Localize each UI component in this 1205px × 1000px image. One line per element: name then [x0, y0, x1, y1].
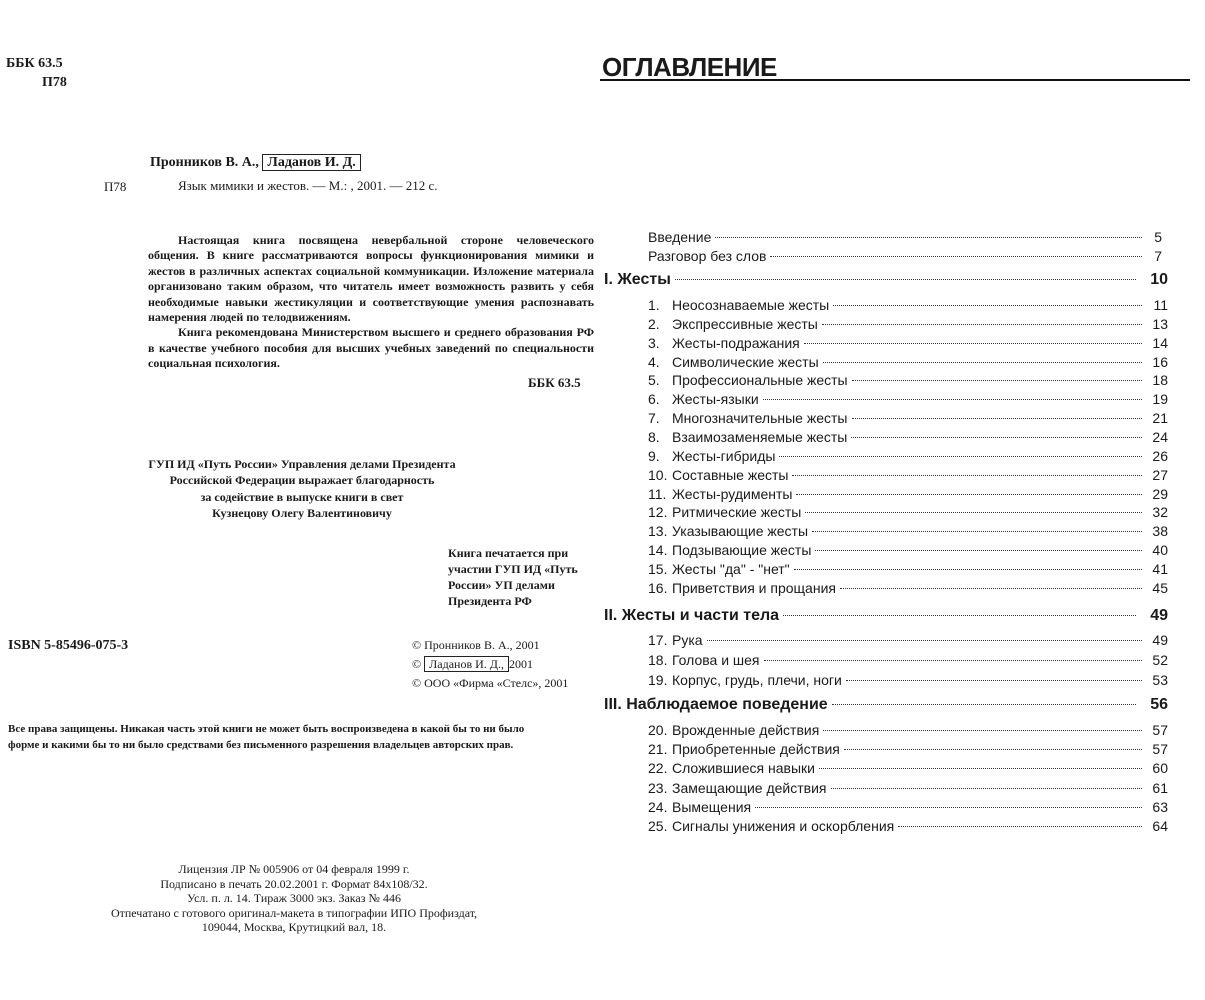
copyright-holder: ООО «Фирма «Стелс», 2001 [424, 676, 569, 690]
toc-entry-label: Корпус, грудь, плечи, ноги [672, 672, 842, 688]
printed-with-note [448, 545, 578, 609]
toc-entry-number: 7. [648, 410, 660, 426]
toc-leader-dots [833, 305, 1142, 306]
toc-chapter-entry[interactable] [648, 780, 1168, 799]
toc-entry-number: 10. [648, 467, 668, 483]
toc-chapter-entry[interactable] [648, 580, 1168, 599]
toc-entry-label: III. Наблюдаемое поведение [604, 696, 828, 713]
toc-entry-page: 13 [1152, 316, 1168, 332]
toc-entry-number: 13. [648, 523, 668, 539]
toc-leader-dots [852, 380, 1142, 381]
title-divider [600, 79, 1190, 81]
copyright-symbol: © [412, 657, 422, 671]
acknowledgement [120, 456, 484, 521]
toc-chapter-entry[interactable] [648, 652, 1168, 671]
copyright-line [412, 674, 568, 693]
authors-line [150, 155, 361, 171]
toc-section-heading[interactable] [604, 271, 1168, 293]
toc-leader-dots [675, 279, 1136, 280]
toc-entry-number: 11. [648, 486, 667, 502]
toc-leader-dots [764, 660, 1143, 661]
toc-intro-entry[interactable] [648, 248, 1162, 267]
author-1: Пронников В. А., [150, 155, 259, 170]
toc-entry-page: 26 [1152, 448, 1168, 464]
toc-chapter-entry[interactable] [648, 760, 1168, 779]
toc-chapter-entry[interactable] [648, 410, 1168, 429]
toc-entry-number: 6. [648, 391, 660, 407]
toc-entry-page: 14 [1152, 335, 1168, 351]
toc-entry-label: Врожденные действия [672, 722, 820, 738]
toc-entry-number: 9. [648, 448, 660, 464]
toc-leader-dots [844, 749, 1142, 750]
toc-intro-entry[interactable] [648, 229, 1162, 248]
toc-entry-number: 5. [648, 372, 660, 388]
toc-entry-page: 7 [1154, 248, 1162, 264]
toc-entry-label: Символические жесты [672, 354, 819, 370]
license-line: 109044, Москва, Крутицкий вал, 18. [201, 920, 387, 934]
toc-leader-dots [707, 640, 1142, 641]
rights-notice [8, 721, 593, 753]
toc-entry-page: 64 [1152, 818, 1168, 834]
toc-entry-label: Жесты-рудименты [672, 486, 793, 502]
toc-leader-dots [840, 588, 1142, 589]
copyright-line [412, 636, 568, 655]
bbk-code: ББК 63.5 [6, 56, 63, 71]
toc-entry-page: 40 [1152, 542, 1168, 558]
toc-leader-dots [815, 550, 1142, 551]
author-mark: П78 [42, 75, 67, 90]
toc-entry-number: 15. [648, 561, 668, 577]
toc-entry-page: 29 [1152, 486, 1168, 502]
toc-entry-number: 3. [648, 335, 660, 351]
toc-leader-dots [823, 730, 1142, 731]
toc-chapter-entry[interactable] [648, 297, 1168, 316]
bbk-header [6, 54, 67, 92]
toc-entry-page: 52 [1152, 652, 1168, 668]
toc-leader-dots [898, 826, 1142, 827]
toc-entry-page: 57 [1152, 722, 1168, 738]
license-line: Усл. п. л. 14. Тираж 3000 экз. Заказ № 446 [187, 891, 401, 905]
annotation-paragraph: Настоящая книга посвящена невербальной стороне человеческого общения. В книге рассматриваются вопросы функционирования мимики и жестов в различных аспектах социальной коммуникации. Изложение материала организовано таким образом, что читатель имеет возможность развить у себя необходимые навыки жестикуляции и соответствующие умения распознавать намерения людей по телодвижениям. [148, 233, 594, 325]
toc-entry-page: 10 [1150, 271, 1168, 288]
copyright-line [412, 655, 568, 674]
toc-chapter-entry[interactable] [648, 335, 1168, 354]
toc-entry-label: Рука [672, 632, 703, 648]
annotation-paragraph: Книга рекомендована Министерством высшего и среднего образования РФ в качестве учебного пособия для высших учебных заведений по специальности социальная психология. [148, 325, 594, 371]
toc-entry-number: 18. [648, 652, 668, 668]
printed-line: России» УП делами [448, 578, 555, 592]
printed-line: Книга печатается при [448, 546, 569, 560]
copyright-symbol: © [412, 676, 422, 690]
isbn: ISBN 5-85496-075-3 [8, 638, 129, 653]
toc-entry-label: Ритмические жесты [672, 504, 802, 520]
toc-entry-label: Приветствия и прощания [672, 580, 836, 596]
toc-entry-label: Приобретенные действия [672, 741, 840, 757]
acknowledgement-line: за содействие в выпуске книги в свет [200, 489, 404, 504]
toc-entry-page: 45 [1152, 580, 1168, 596]
toc-leader-dots [796, 494, 1142, 495]
copyright-holder: Пронников В. А., [424, 638, 513, 652]
book-title: Язык мимики и жестов. — М.: , 2001. — 212 с. [178, 178, 438, 193]
toc-entry-label: Многозначительные жесты [672, 410, 848, 426]
printed-line: участии ГУП ИД «Путь [448, 562, 578, 576]
toc-entry-page: 60 [1152, 760, 1168, 776]
toc-entry-number: 1. [648, 297, 660, 313]
toc-entry-label: Разговор без слов [648, 248, 767, 264]
toc-entry-number: 4. [648, 354, 660, 370]
toc-entry-page: 49 [1152, 632, 1168, 648]
toc-entry-label: Сигналы унижения и оскорбления [672, 818, 895, 834]
side-author-mark: П78 [104, 179, 127, 194]
toc-entry-label: Замещающие действия [672, 780, 827, 796]
acknowledgement-line: Российской Федерации выражает благодарность [169, 473, 435, 488]
toc-leader-dots [823, 362, 1142, 363]
toc-entry-page: 19 [1152, 391, 1168, 407]
toc-entry-page: 56 [1150, 696, 1168, 713]
toc-chapter-entry[interactable] [648, 316, 1168, 335]
toc-leader-dots [852, 418, 1143, 419]
toc-entry-label: II. Жесты и части тела [604, 607, 780, 624]
author-2: Ладанов И. Д. [262, 154, 360, 171]
toc-entry-number: 8. [648, 429, 660, 445]
toc-leader-dots [770, 256, 1142, 257]
toc-entry-page: 21 [1152, 410, 1168, 426]
toc-chapter-entry[interactable] [648, 722, 1168, 741]
toc-leader-dots [822, 324, 1142, 325]
toc-leader-dots [819, 768, 1142, 769]
toc-entry-number: 21. [648, 741, 668, 757]
toc-entry-number: 12. [648, 504, 668, 520]
license-block [84, 862, 504, 935]
toc-leader-dots [846, 680, 1142, 681]
toc-leader-dots [779, 456, 1142, 457]
toc-section-heading[interactable] [604, 607, 1168, 629]
toc-chapter-entry[interactable] [648, 672, 1168, 691]
toc-leader-dots [755, 807, 1142, 808]
license-line: Лицензия ЛР № 005906 от 04 февраля 1999 г. [178, 862, 410, 876]
toc-chapter-entry[interactable] [648, 741, 1168, 760]
toc-entry-number: 19. [648, 672, 668, 688]
toc-leader-dots [804, 343, 1142, 344]
annotation [148, 233, 594, 372]
toc-entry-number: 17. [648, 632, 668, 648]
toc-entry-number: 24. [648, 799, 668, 815]
toc-entry-label: Взаимозаменяемые жесты [672, 429, 848, 445]
toc-entry-page: 38 [1152, 523, 1168, 539]
toc-entry-label: Подзывающие жесты [672, 542, 812, 558]
toc-entry-label: Неосознаваемые жесты [672, 297, 830, 313]
toc-entry-label: Голова и шея [672, 652, 760, 668]
toc-entry-page: 61 [1152, 780, 1168, 796]
toc-chapter-entry[interactable] [648, 504, 1168, 523]
toc-chapter-entry[interactable] [648, 523, 1168, 542]
toc-leader-dots [832, 704, 1136, 705]
toc-title: ОГЛАВЛЕНИЕ [602, 52, 777, 82]
toc-entry-page: 18 [1152, 372, 1168, 388]
copyright-holder: Ладанов И. Д., [424, 656, 509, 672]
toc-entry-label: I. Жесты [604, 271, 671, 288]
toc-entry-label: Вымещения [672, 799, 752, 815]
toc-entry-label: Введение [648, 229, 712, 245]
toc-entry-page: 53 [1152, 672, 1168, 688]
copyright-symbol: © [412, 638, 422, 652]
toc-entry-number: 25. [648, 818, 668, 834]
toc-chapter-entry[interactable] [648, 632, 1168, 651]
toc-leader-dots [851, 437, 1142, 438]
toc-entry-page: 27 [1152, 467, 1168, 483]
printed-line: Президента РФ [448, 594, 532, 608]
toc-leader-dots [812, 531, 1142, 532]
toc-chapter-entry[interactable] [648, 561, 1168, 580]
toc-entry-number: 16. [648, 580, 668, 596]
toc-leader-dots [763, 399, 1142, 400]
license-line: Отпечатано с готового оригинал-макета в типографии ИПО Профиздат, [110, 905, 478, 920]
toc-leader-dots [805, 512, 1142, 513]
toc-entry-page: 57 [1152, 741, 1168, 757]
toc-entry-page: 41 [1152, 561, 1168, 577]
toc-entry-number: 22. [648, 760, 668, 776]
toc-entry-page: 16 [1152, 354, 1168, 370]
toc-entry-label: Составные жесты [672, 467, 789, 483]
toc-entry-number: 14. [648, 542, 668, 558]
toc-entry-label: Сложившиеся навыки [672, 760, 815, 776]
toc-chapter-entry[interactable] [648, 467, 1168, 486]
toc-entry-page: 49 [1150, 607, 1168, 624]
toc-entry-label: Профессиональные жесты [672, 372, 848, 388]
rights-line: форме и какими бы то ни было средствами без письменного разрешения владельцев авторских прав. [8, 739, 514, 751]
acknowledgement-line: ГУП ИД «Путь России» Управления делами Президента [148, 457, 456, 471]
toc-entry-number: 20. [648, 722, 668, 738]
copyright-year: 2001 [508, 657, 533, 671]
toc-leader-dots [792, 475, 1142, 476]
toc-entry-number: 23. [648, 780, 668, 796]
toc-chapter-entry[interactable] [648, 372, 1168, 391]
toc-chapter-entry[interactable] [648, 429, 1168, 448]
copyrights [412, 636, 568, 693]
acknowledgement-line: Кузнецову Олегу Валентиновичу [212, 505, 392, 520]
toc-entry-label: Жесты-языки [672, 391, 759, 407]
toc-chapter-entry[interactable] [648, 799, 1168, 818]
toc-entry-page: 24 [1152, 429, 1168, 445]
toc-entry-page: 32 [1152, 504, 1168, 520]
license-line: Подписано в печать 20.02.2001 г. Формат 84x108/32. [160, 876, 428, 891]
toc-entry-label: Указывающие жесты [672, 523, 809, 539]
toc-chapter-entry[interactable] [648, 818, 1168, 837]
toc-entry-number: 2. [648, 316, 660, 332]
toc-leader-dots [783, 615, 1136, 616]
toc-leader-dots [715, 237, 1142, 238]
bbk-code-right: ББК 63.5 [528, 375, 581, 390]
toc-entry-label: Жесты-подражания [672, 335, 800, 351]
toc-entry-label: Экспрессивные жесты [672, 316, 818, 332]
toc-section-heading[interactable] [604, 696, 1168, 718]
imprint-page [0, 0, 600, 1000]
toc-chapter-entry[interactable] [648, 391, 1168, 410]
toc-chapter-entry[interactable] [648, 448, 1168, 467]
toc-entry-page: 63 [1152, 799, 1168, 815]
toc-chapter-entry[interactable] [648, 542, 1168, 561]
toc-chapter-entry[interactable] [648, 486, 1168, 505]
toc-page [600, 0, 1205, 1000]
toc-entry-page: 11 [1153, 297, 1168, 313]
toc-leader-dots [794, 569, 1142, 570]
toc-entry-label: Жесты "да" - "нет" [672, 561, 790, 577]
rights-line: Все права защищены. Никакая часть этой книги не может быть воспроизведена в какой бы то ни было [8, 723, 525, 735]
toc-chapter-entry[interactable] [648, 354, 1168, 373]
toc-leader-dots [831, 788, 1143, 789]
toc-entry-page: 5 [1154, 229, 1162, 245]
copyright-year: 2001 [515, 638, 540, 652]
toc-entry-label: Жесты-гибриды [672, 448, 776, 464]
